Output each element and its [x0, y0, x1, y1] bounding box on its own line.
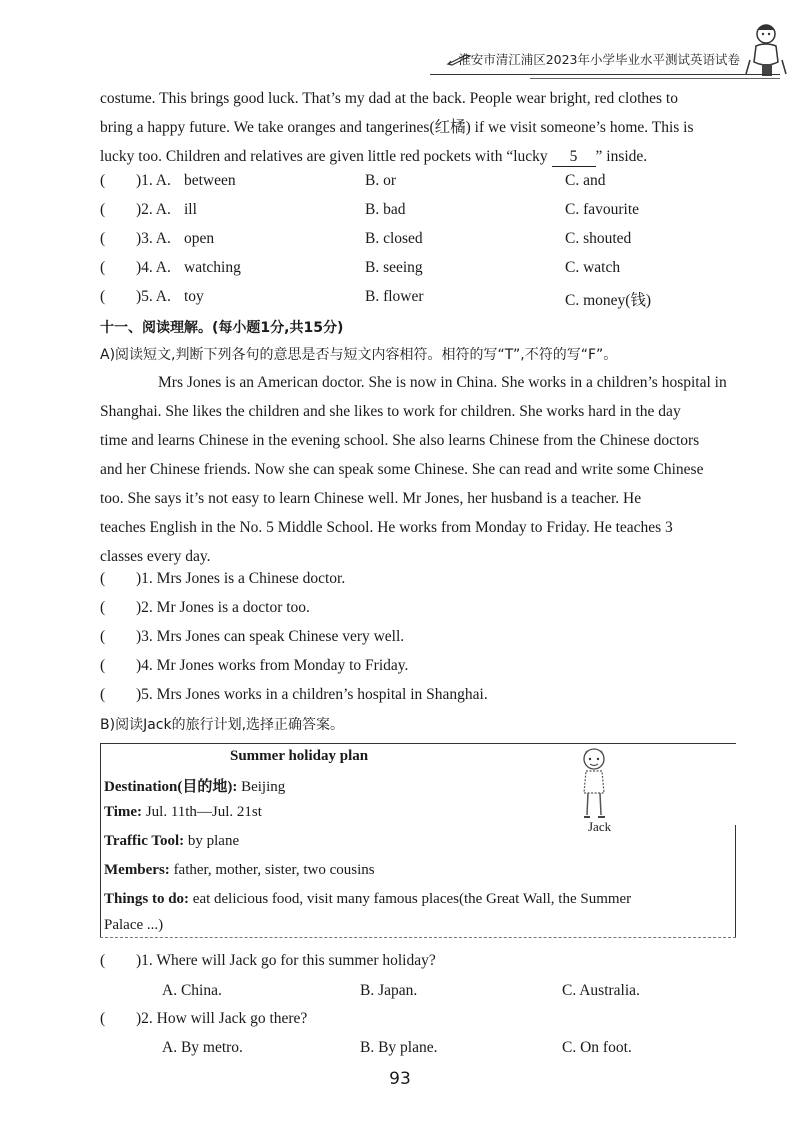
- plan-value: by plane: [187, 833, 240, 849]
- cloze-text: ” inside.: [595, 148, 648, 165]
- tf-question: [100, 570, 345, 588]
- answer-paren[interactable]: (: [100, 172, 106, 189]
- answer-paren[interactable]: (: [100, 570, 106, 587]
- tf-question: [100, 686, 488, 704]
- passage-line: time and learns Chinese in the evening school. She also learns Chinese from the Chinese doctors: [100, 432, 700, 449]
- reading-passage: [100, 368, 764, 397]
- jack-figure-icon: [574, 745, 614, 823]
- plan-destination: [104, 775, 285, 796]
- option-b: B. bad: [365, 201, 406, 218]
- option-c: C. and: [565, 172, 606, 189]
- plan-members: [104, 862, 375, 879]
- jack-label: Jack: [588, 819, 612, 834]
- answer-paren[interactable]: (: [100, 686, 106, 703]
- tf-question-text: )1. Mrs Jones is a Chinese doctor.: [136, 570, 346, 587]
- tf-question-text: )3. Mrs Jones can speak Chinese very well.: [136, 628, 405, 645]
- question-number: )4. A.: [136, 259, 171, 276]
- passage-line: teaches English in the No. 5 Middle School. He works from Monday to Friday. He teaches 3: [100, 519, 673, 536]
- option-b: B. or: [365, 172, 396, 189]
- option-b: B. closed: [365, 230, 423, 247]
- option-c: C. shouted: [565, 230, 632, 247]
- option-a: ill: [184, 201, 197, 218]
- plan-question: [100, 952, 436, 970]
- option-b: B. Japan.: [360, 982, 418, 999]
- part-a-instruction: A)阅读短文,判断下列各句的意思是否与短文内容相符。相符的写“T”,不符的写“F”。: [100, 347, 618, 363]
- plan-question-options: [100, 1039, 720, 1063]
- option-c: C. favourite: [565, 201, 640, 218]
- answer-paren[interactable]: (: [100, 230, 106, 247]
- cloze-text: lucky too. Children and relatives are given little red pockets with “lucky: [100, 148, 548, 165]
- option-b: B. By plane.: [360, 1039, 438, 1056]
- cloze-line: bring a happy future. We take oranges and tangerines(红橘) if we visit someone’s home. This is: [100, 119, 694, 136]
- plan-things: [104, 891, 631, 908]
- plan-label: Things to do:: [104, 891, 190, 907]
- tf-question-text: )4. Mr Jones works from Monday to Friday.: [136, 657, 409, 674]
- holiday-plan-box: [100, 743, 736, 938]
- plan-things-cont: Palace ...): [104, 917, 164, 933]
- option-c: C. money(钱): [565, 292, 652, 309]
- answer-paren[interactable]: (: [100, 259, 106, 276]
- answer-paren[interactable]: (: [100, 201, 106, 218]
- plan-label: Traffic Tool:: [104, 833, 185, 849]
- tf-question-text: )5. Mrs Jones works in a children’s hospital in Shanghai.: [136, 686, 488, 703]
- plan-value: eat delicious food, visit many famous places(the Great Wall, the Summer: [192, 891, 632, 907]
- plan-label: Members:: [104, 862, 170, 878]
- reading-passage-cont: [100, 397, 764, 571]
- plan-traffic: [104, 833, 239, 850]
- option-b: B. flower: [365, 288, 424, 305]
- plan-time: [104, 804, 262, 821]
- plan-border-right: [735, 825, 736, 938]
- cloze-passage: [100, 84, 764, 171]
- plan-question: [100, 1010, 307, 1028]
- plan-question-options: [100, 982, 720, 1006]
- option-a: between: [184, 172, 236, 189]
- page-number: 93: [389, 1069, 411, 1089]
- question-number: )2. A.: [136, 201, 171, 218]
- passage-line: classes every day.: [100, 548, 211, 565]
- section-title: 十一、阅读理解。(每小题1分,共15分): [100, 320, 344, 336]
- option-a: A. By metro.: [162, 1039, 243, 1056]
- question-text: )2. How will Jack go there?: [136, 1010, 308, 1027]
- cloze-question-row: [100, 201, 720, 225]
- passage-line: and her Chinese friends. Now she can speak some Chinese. She can read and write some Chinese: [100, 461, 704, 478]
- cloze-question-row: [100, 288, 720, 312]
- option-a: toy: [184, 288, 204, 305]
- answer-paren[interactable]: (: [100, 657, 106, 674]
- answer-paren[interactable]: (: [100, 952, 106, 969]
- option-c: C. Australia.: [562, 982, 640, 999]
- question-number: )3. A.: [136, 230, 171, 247]
- tf-question: [100, 657, 408, 675]
- plan-value: Jul. 11th—Jul. 21st: [145, 804, 262, 820]
- option-a: open: [184, 230, 215, 247]
- tf-question: [100, 599, 310, 617]
- plan-border-left: [100, 743, 101, 938]
- plan-value: Beijing: [241, 779, 286, 795]
- answer-paren[interactable]: (: [100, 288, 106, 305]
- cloze-line-last: [100, 142, 764, 171]
- header-title: 淮安市清江浦区2023年小学毕业水平测试英语试卷: [458, 52, 740, 67]
- plan-border-top: [100, 743, 736, 744]
- answer-paren[interactable]: (: [100, 599, 106, 616]
- option-a: watching: [184, 259, 241, 276]
- part-b-instruction: B)阅读Jack的旅行计划,选择正确答案。: [100, 717, 345, 733]
- question-text: )1. Where will Jack go for this summer holiday?: [136, 952, 436, 969]
- option-b: B. seeing: [365, 259, 423, 276]
- plan-label: Time:: [104, 804, 143, 820]
- answer-paren[interactable]: (: [100, 1010, 106, 1027]
- header-rule-thin: [530, 78, 780, 79]
- plan-label: Destination(目的地):: [104, 779, 238, 795]
- cartoon-mascot-icon: [742, 20, 788, 80]
- option-c: C. On foot.: [562, 1039, 632, 1056]
- passage-line: Shanghai. She likes the children and she likes to work for children. She works hard in the day: [100, 403, 681, 420]
- plan-title: Summer holiday plan: [230, 748, 369, 764]
- plan-value: father, mother, sister, two cousins: [173, 862, 375, 878]
- answer-blank: 5: [552, 148, 596, 167]
- tf-question: [100, 628, 404, 646]
- header-rule: [430, 74, 780, 75]
- question-number: )5. A.: [136, 288, 171, 305]
- passage-line: too. She says it’s not easy to learn Chinese well. Mr Jones, her husband is a teacher. He: [100, 490, 642, 507]
- cloze-question-row: [100, 230, 720, 254]
- cloze-question-row: [100, 172, 720, 196]
- answer-paren[interactable]: (: [100, 628, 106, 645]
- tf-question-text: )2. Mr Jones is a doctor too.: [136, 599, 310, 616]
- option-a: A. China.: [162, 982, 222, 999]
- question-number: )1. A.: [136, 172, 171, 189]
- page-header: [100, 34, 780, 80]
- cloze-line: costume. This brings good luck. That’s my dad at the back. People wear bright, red clothes to: [100, 90, 678, 107]
- passage-line: Mrs Jones is an American doctor. She is now in China. She works in a children’s hospital in: [158, 374, 727, 391]
- plan-border-bottom: [100, 937, 736, 938]
- cloze-question-row: [100, 259, 720, 283]
- option-c: C. watch: [565, 259, 621, 276]
